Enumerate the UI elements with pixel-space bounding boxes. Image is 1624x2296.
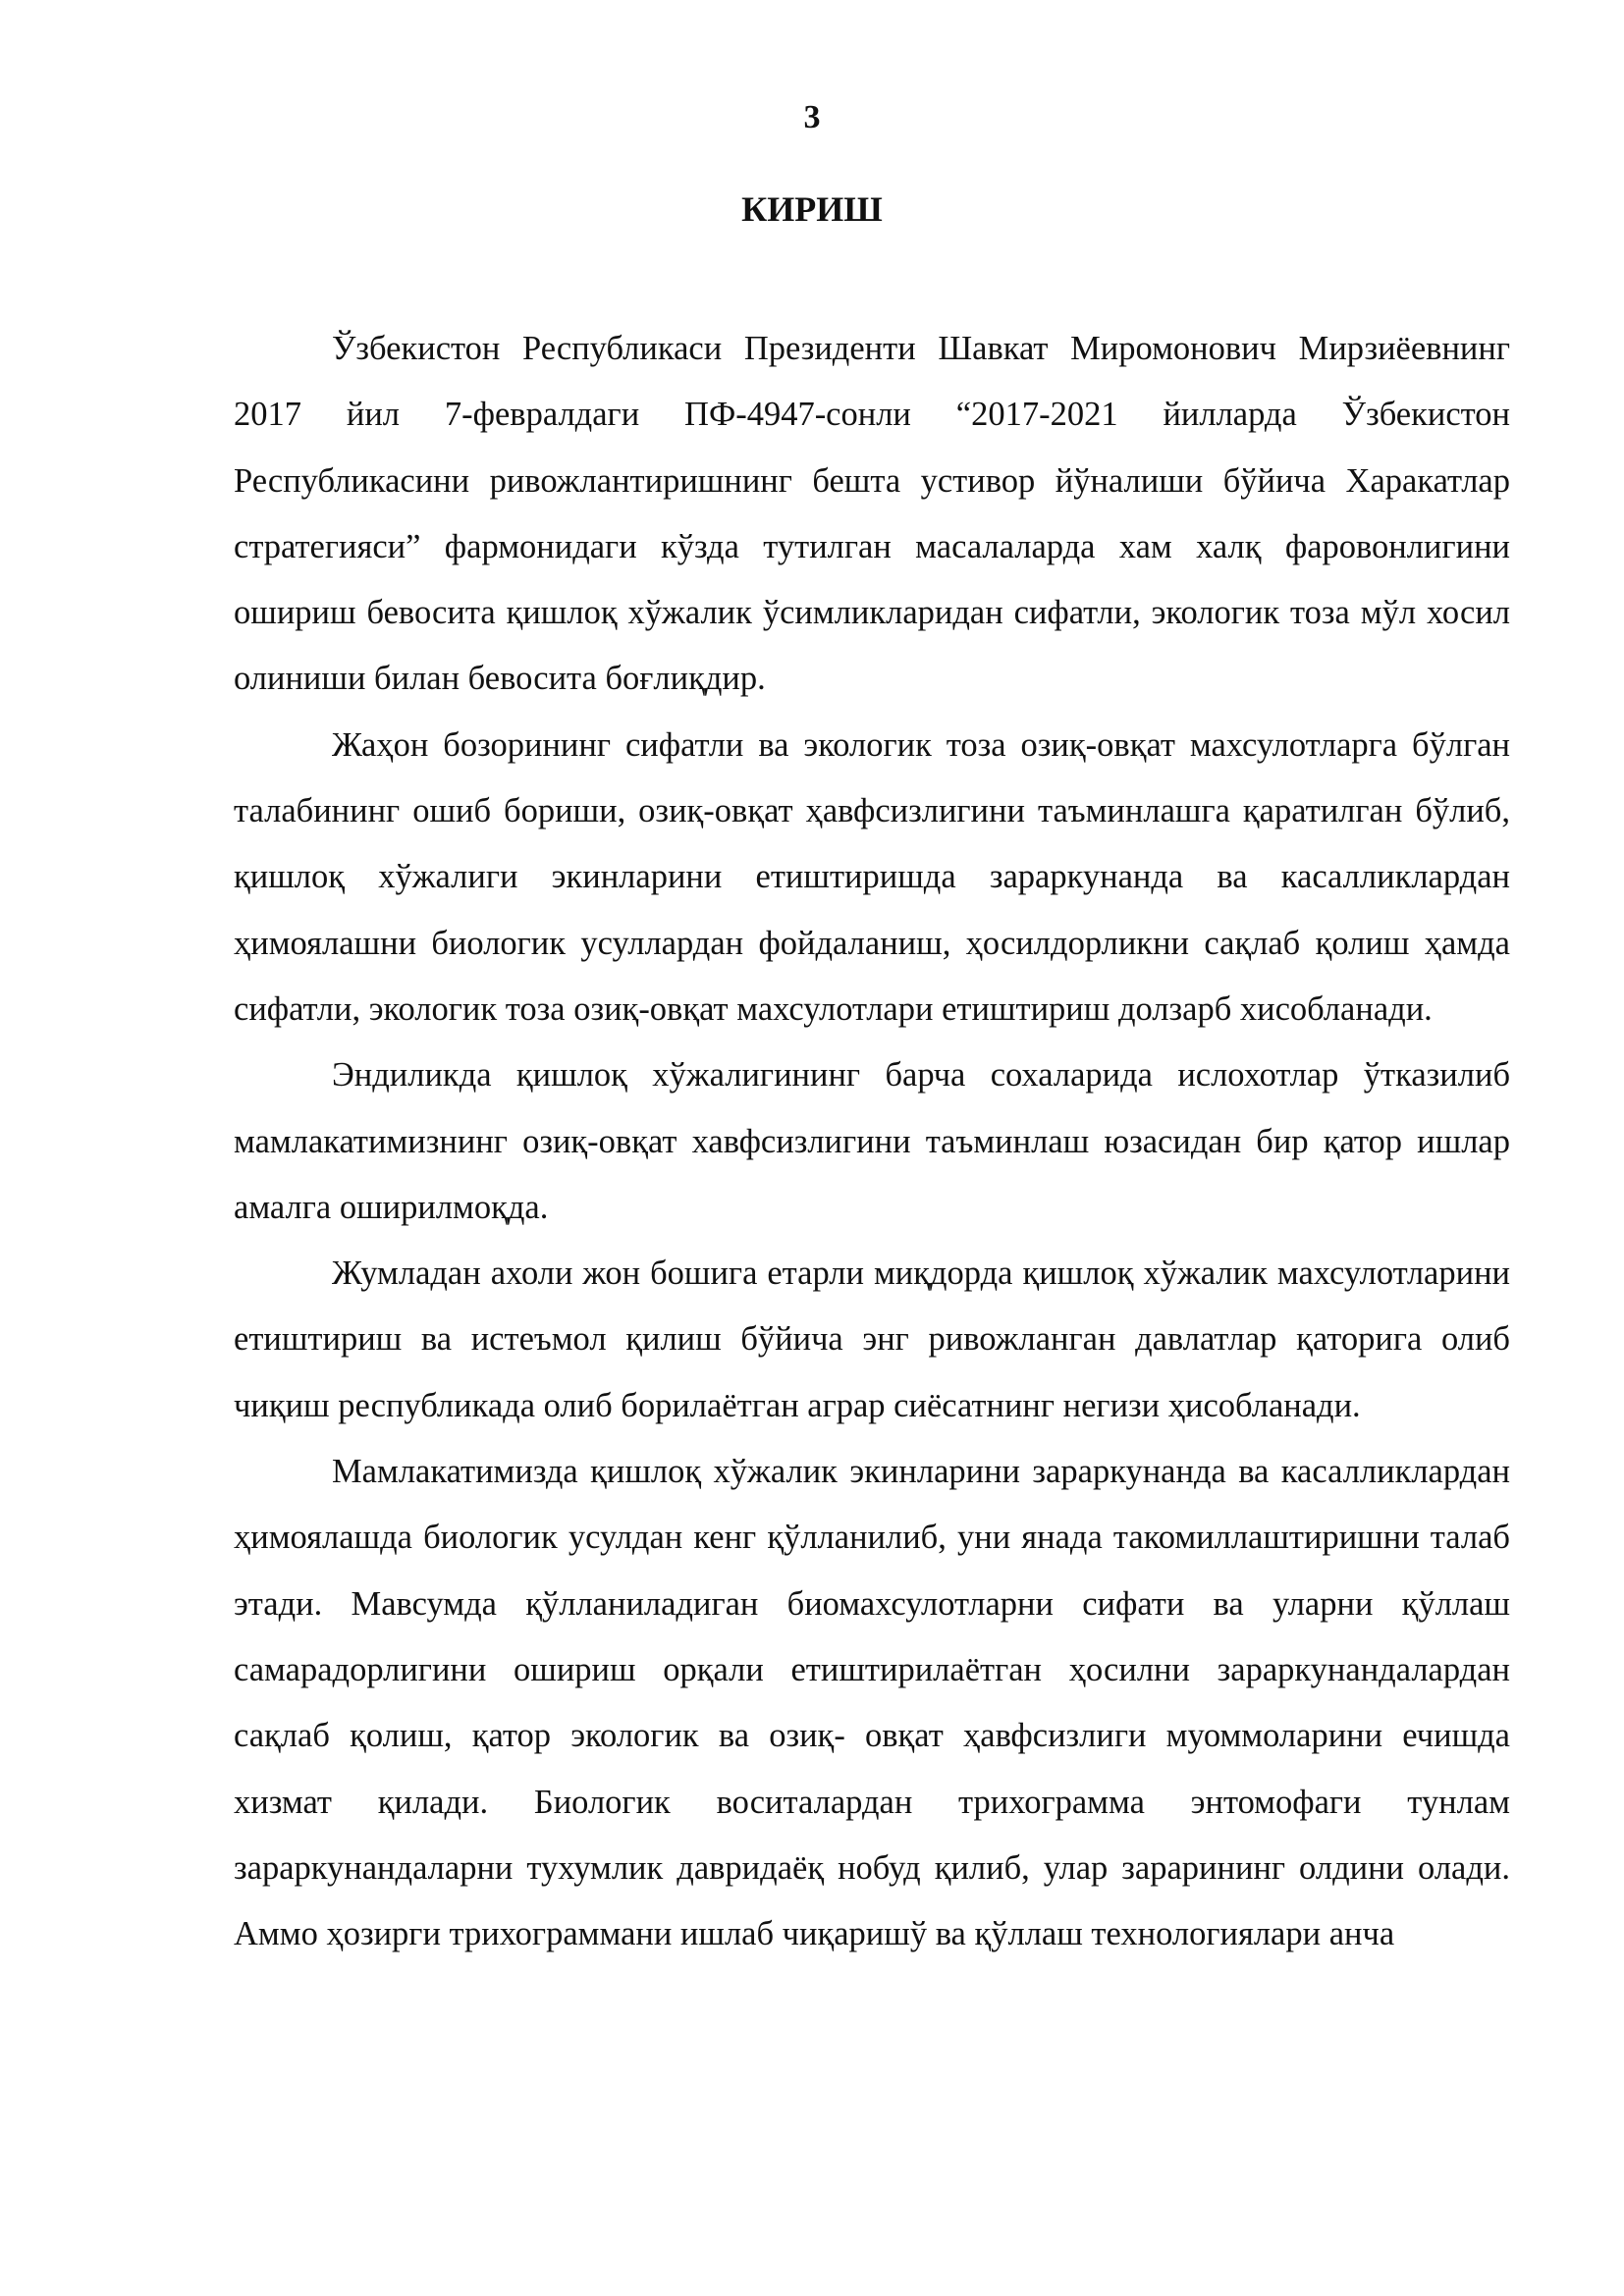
paragraph-1: Ўзбекистон Республикаси Президенти Шавкат Миромонович Мирзиёевнинг 2017 йил 7-февралдаги ПФ-4947-сонли “2017-2021 йилларда Ўзбекистон Республикасини ривожлантиришнинг бешта устивор йўналиши бўйича Харакатлар стратегияси” фармонидаги кўзда тутилган масалаларда хам халқ фаровонлигини ошириш бевосита қишлоқ хўжалик ўсимликларидан сифатли, экологик тоза мўл хосил олиниши билан бевосита боғлиқдир. [234,330,1510,698]
section-title: КИРИШ [741,189,883,229]
paragraph-5: Мамлакатимизда қишлоқ хўжалик экинларини зараркунанда ва касалликлардан ҳимоялашда биологик усулдан кенг қўлланилиб, уни янада такомиллаштиришни талаб этади. Мавсумда қўлланиладиган биомахсулотларни сифати ва уларни қўллаш самарадорлигини ошириш орқали етиштирилаётган ҳосилни зараркунандалардан сақлаб қолиш, қатор экологик ва озиқ- овқат ҳавфсизлиги муоммоларини ечишда хизмат қилади. Биологик воситалардан трихограмма энтомофаги тунлам зараркунандаларни тухумлик давридаёқ нобуд қилиб, улар зарарининг олдини олади. Аммо ҳозирги трихограммани ишлаб чиқаришў ва қўллаш технологиялари анча [234,1453,1510,1953]
page-number: 3 [803,99,821,135]
body-text [234,316,1510,1967]
paragraph-3: Эндиликда қишлоқ хўжалигининг барча сохаларида ислохотлар ўтказилиб мамлакатимизнинг озиқ-овқат хавфсизлигини таъминлаш юзасидан бир қатор ишлар амалга оширилмоқда. [234,1056,1510,1226]
paragraph-2: Жаҳон бозорининг сифатли ва экологик тоза озиқ-овқат махсулотларга бўлган талабининг ошиб бориши, озиқ-овқат ҳавфсизлигини таъминлашга қаратилган бўлиб, қишлоқ хўжалиги экинларини етиштиришда зараркунанда ва касалликлардан ҳимоялашни биологик усуллардан фойдаланиш, ҳосилдорликни сақлаб қолиш ҳамда сифатли, экологик тоза озиқ-овқат махсулотлари етиштириш долзарб хисобланади. [234,725,1510,1028]
paragraph-4: Жумладан ахоли жон бошига етарли миқдорда қишлоқ хўжалик махсулотларини етиштириш ва истеъмол қилиш бўйича энг ривожланган давлатлар қаторига олиб чиқиш республикада олиб борилаётган аграр сиёсатнинг негизи ҳисобланади. [234,1255,1510,1424]
